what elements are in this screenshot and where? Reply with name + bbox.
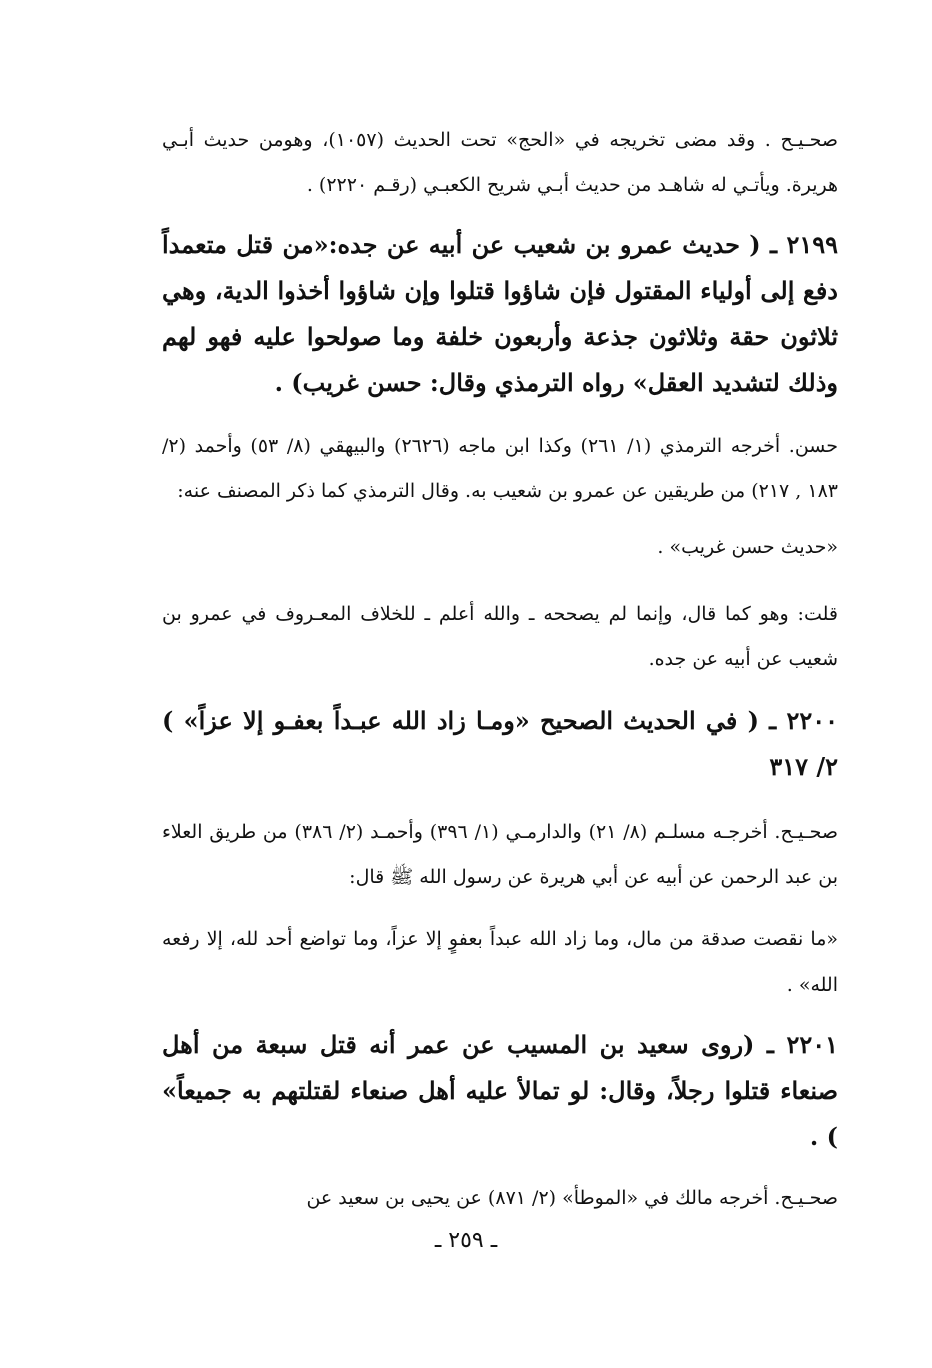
quote-paragraph: «ما نقصت صدقة من مال، وما زاد الله عبداً بعفوٍ إلا عزاً، وما تواضع أحد لله، إلا رفعه الله» . <box>162 928 838 996</box>
quote-line: «حديث حسن غريب» . <box>657 536 838 558</box>
commentary-paragraph: حسن. أخرجه الترمذي (١/ ٢٦١) وكذا ابن ماجه (٢٦٢٦) والبيهقي (٨/ ٥٣) وأحمد (٢/ ١٨٣ , ٢١٧) من طريقين عن عمرو بن شعيب به. وقال الترمذي كما ذكر المصنف عنه: <box>162 435 838 502</box>
hadith-2200: ٢٢٠٠ ـ ( في الحديث الصحيح «ومـا زاد الله عبـداً بعفـو إلا عزاً» ) ٢/ ٣١٧ <box>162 706 838 781</box>
commentary-paragraph: صحـيـح. أخرجـه مسلـم (٨/ ٢١) والدارمـي (١/ ٣٩٦) وأحمـد (٢/ ٣٨٦) من طريق العلاء بن عبد الرحمن عن أبيه عن أبي هريرة عن رسول الله ﷺ قال: <box>162 821 838 888</box>
commentary-paragraph: صحـيـح. أخرجه مالك في «الموطأ» (٢/ ٨٧١) عن يحيى بن سعيد عن <box>306 1187 838 1209</box>
commentary-paragraph: صحـيـح . وقد مضى تخريجه في «الحج» تحت الحديث (١٠٥٧)، وهومن حديث أبـي هريرة. ويأتـي له شاهـد من حديث أبـي شريح الكعبـي (رقـم ٢٢٢٠) . <box>162 129 839 196</box>
hadith-2199: ٢١٩٩ ـ ( حديث عمرو بن شعيب عن أبيه عن جده:«من قتل متعمداً دفع إلى أولياء المقتول فإن شاؤوا قتلوا وإن شاؤوا أخذوا الدية، وهي ثلاثون حقة وثلاثون جذعة وأربعون خلفة وما صولحوا عليه فهو لهم وذلك لتشديد العقل» رواه الترمذي وقال: حسن غريب) . <box>162 230 838 397</box>
hadith-2201: ٢٢٠١ ـ (روى سعيد بن المسيب عن عمر أنه قتل سبعة من أهل صنعاء قتلوا رجلاً، وقال: لو تمالأ عليه أهل صنعاء لقتلتهم به جميعاً» ) . <box>162 1030 839 1151</box>
page-number: ـ ٢٥٩ ـ <box>434 1228 498 1253</box>
commentary-paragraph: قلت: وهو كما قال، وإنما لم يصححه ـ والله أعلم ـ للخلاف المعـروف في عمرو بن شعيب عن أبيه عن جده. <box>162 603 838 670</box>
